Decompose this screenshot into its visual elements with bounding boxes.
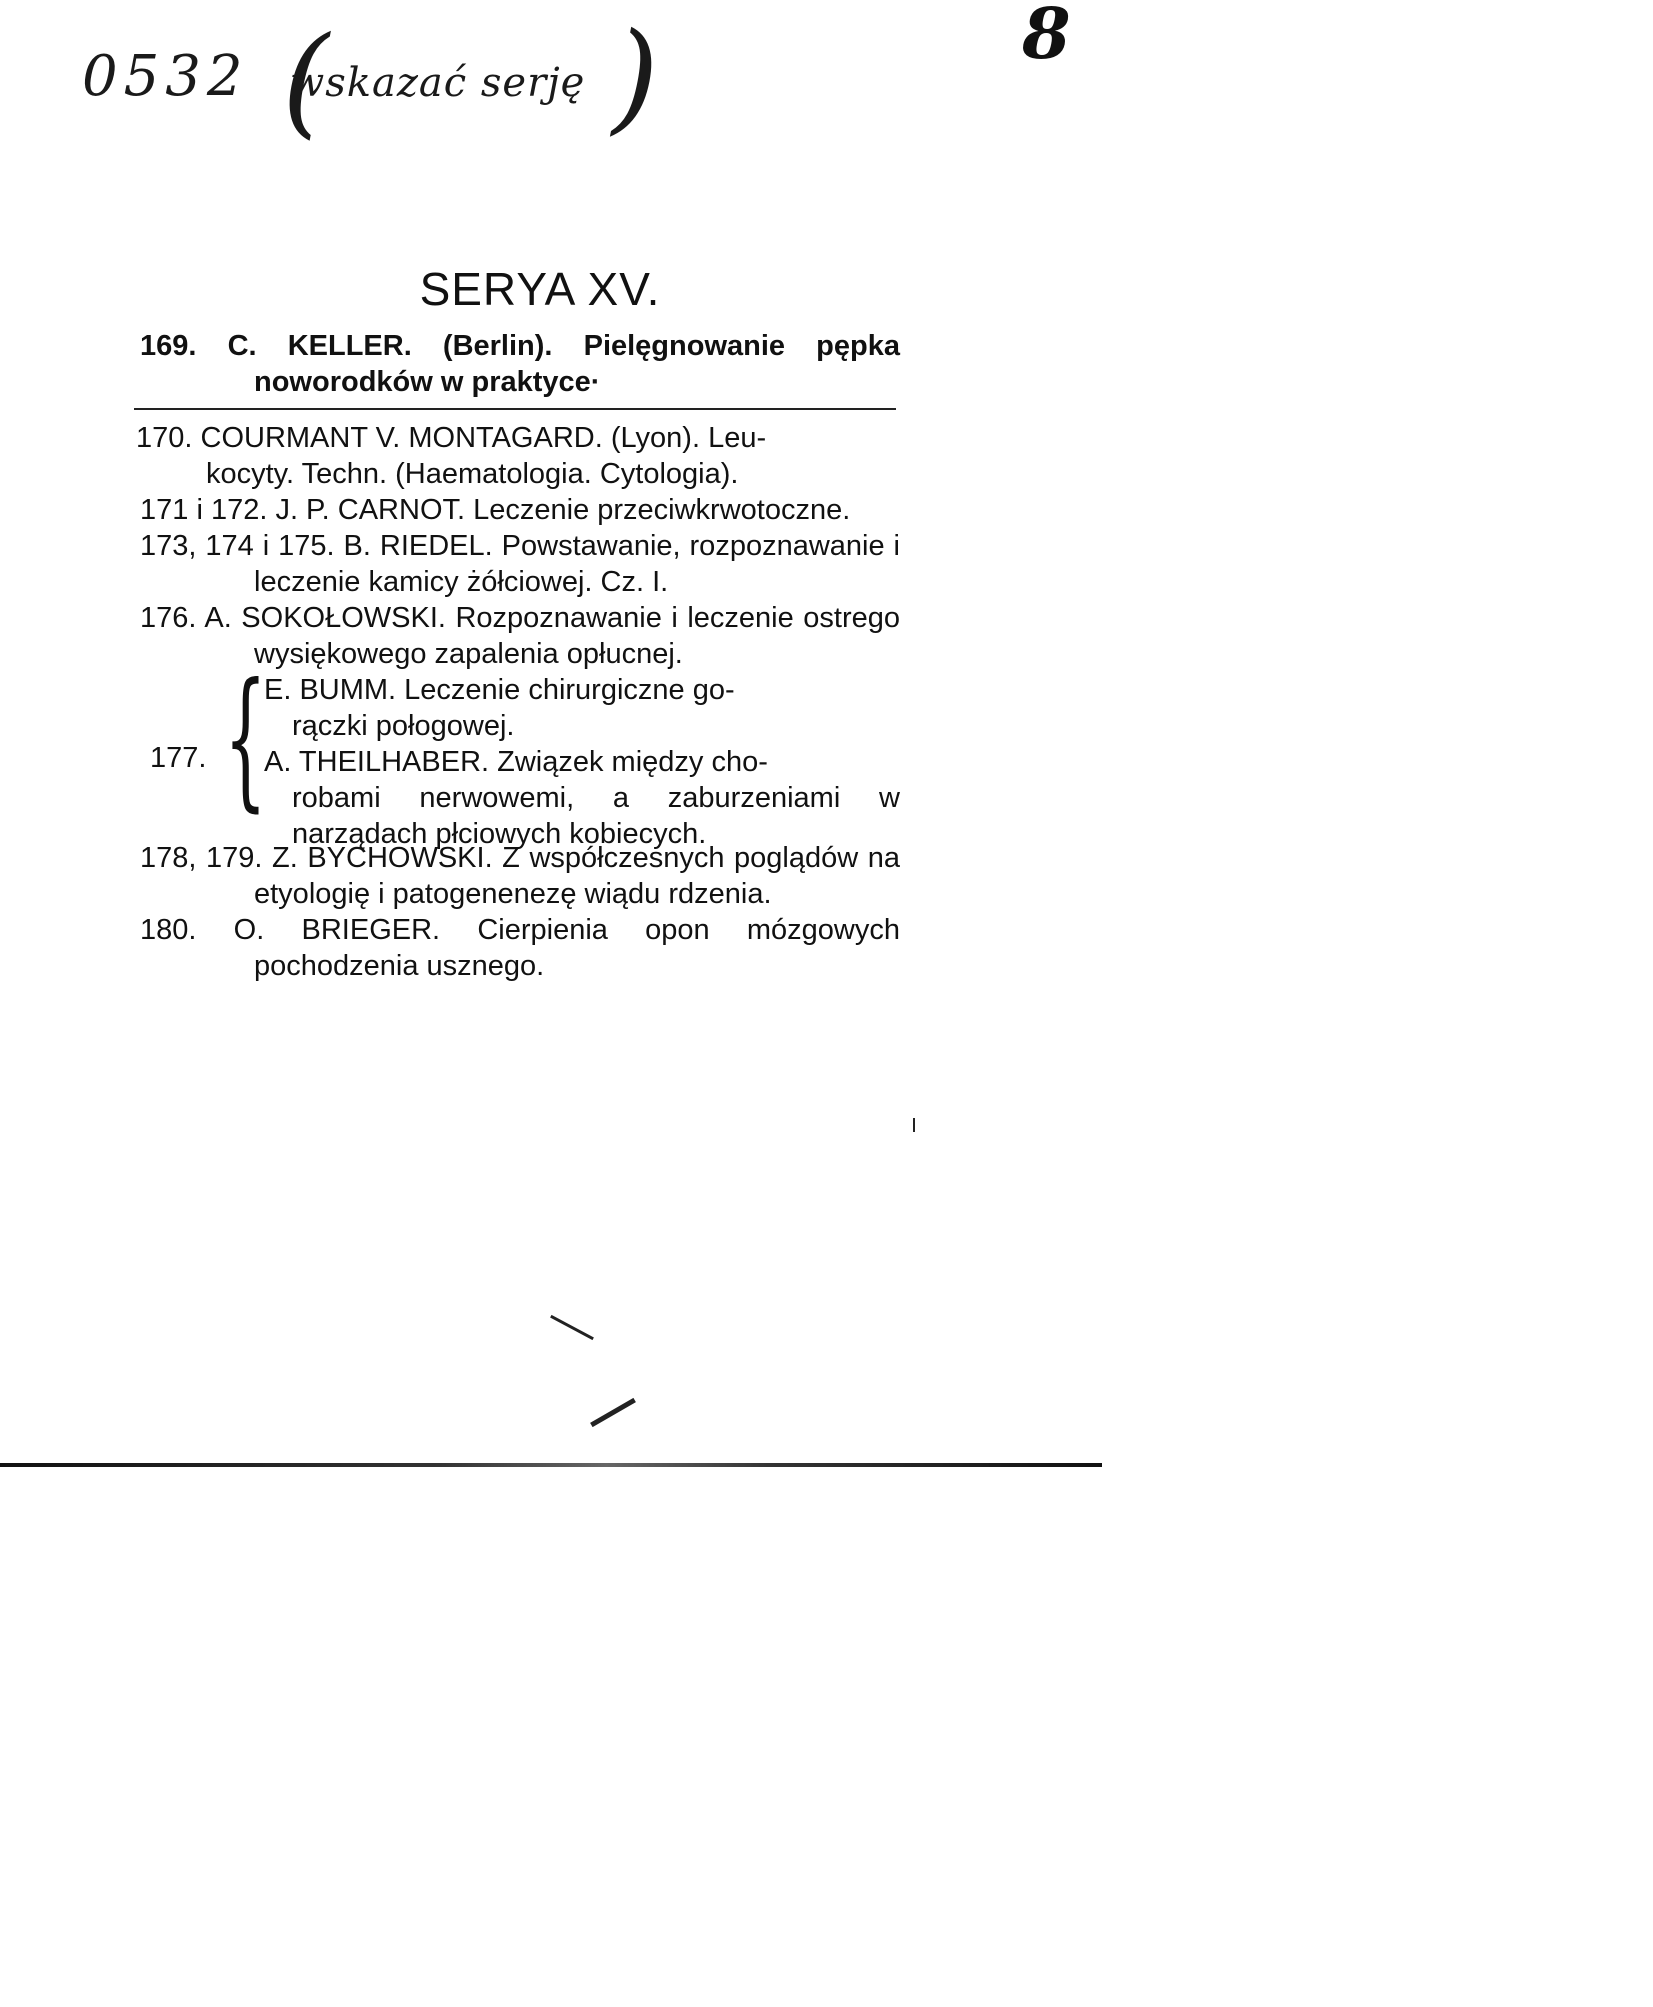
scan-mark [550,1315,594,1340]
entry-170-rest: kocyty. Techn. (Haematologia. Cytologia). [206,458,739,490]
curly-brace: { [224,652,267,826]
entry-177-bumm-rest: rączki połogowej. [292,710,515,742]
scan-mark [590,1398,636,1427]
entry-177-theilhaber [264,744,900,852]
handwritten-catalog-code: 0532 [82,44,249,109]
entry-177-theilhaber-first: A. THEILHABER. Związek między cho- [264,746,768,778]
scan-mark [913,1118,915,1132]
divider-rule [134,408,896,410]
entry-173-175: 173, 174 i 175. B. RIEDEL. Powstawanie, rozpoznawanie i leczenie kamicy żółciowej. Cz. I. [140,530,900,598]
series-title: SERYA XV. [419,263,661,315]
entry-177-bumm [264,672,900,744]
entry-170-first-line: 170. COURMANT V. MONTAGARD. (Lyon). Leu- [136,422,767,454]
entry-171-172: 171 i 172. J. P. CARNOT. Leczenie przeciwkrwotoczne. [140,494,851,526]
entry-176: 176. A. SOKOŁOWSKI. Rozpoznawanie i leczenie ostrego wysiękowego zapalenia opłucnej. [140,602,900,670]
series-clipping [136,262,900,984]
entry-177-bumm-first: E. BUMM. Leczenie chirurgiczne go- [264,674,735,706]
entry-180: 180. O. BRIEGER. Cierpienia opon mózgowych pochodzenia usznego. [140,914,900,982]
handwritten-open-paren: ( [282,12,329,151]
handwritten-mark: 8 [1022,0,1071,75]
entry-178-179: 178, 179. Z. BYCHOWSKI. Z współczesnych poglądów na etyologię i patogenenezę wiądu rdzenia. [140,842,900,910]
handwritten-close-paren: ) [612,8,659,147]
handwritten-note: wskazać serję [290,60,586,106]
bottom-edge-line [0,1463,1102,1467]
entry-177-theilhaber-rest: robami nerwowemi, a zaburzeniami w narządach płciowych kobiecych. [292,782,900,850]
entry-170 [136,420,900,492]
entry-169: 169. C. KELLER. (Berlin). Pielęgnowanie pępka noworodków w praktyce· [140,330,900,398]
entry-177-number: 177. [150,742,207,774]
entry-177-group [140,652,900,850]
